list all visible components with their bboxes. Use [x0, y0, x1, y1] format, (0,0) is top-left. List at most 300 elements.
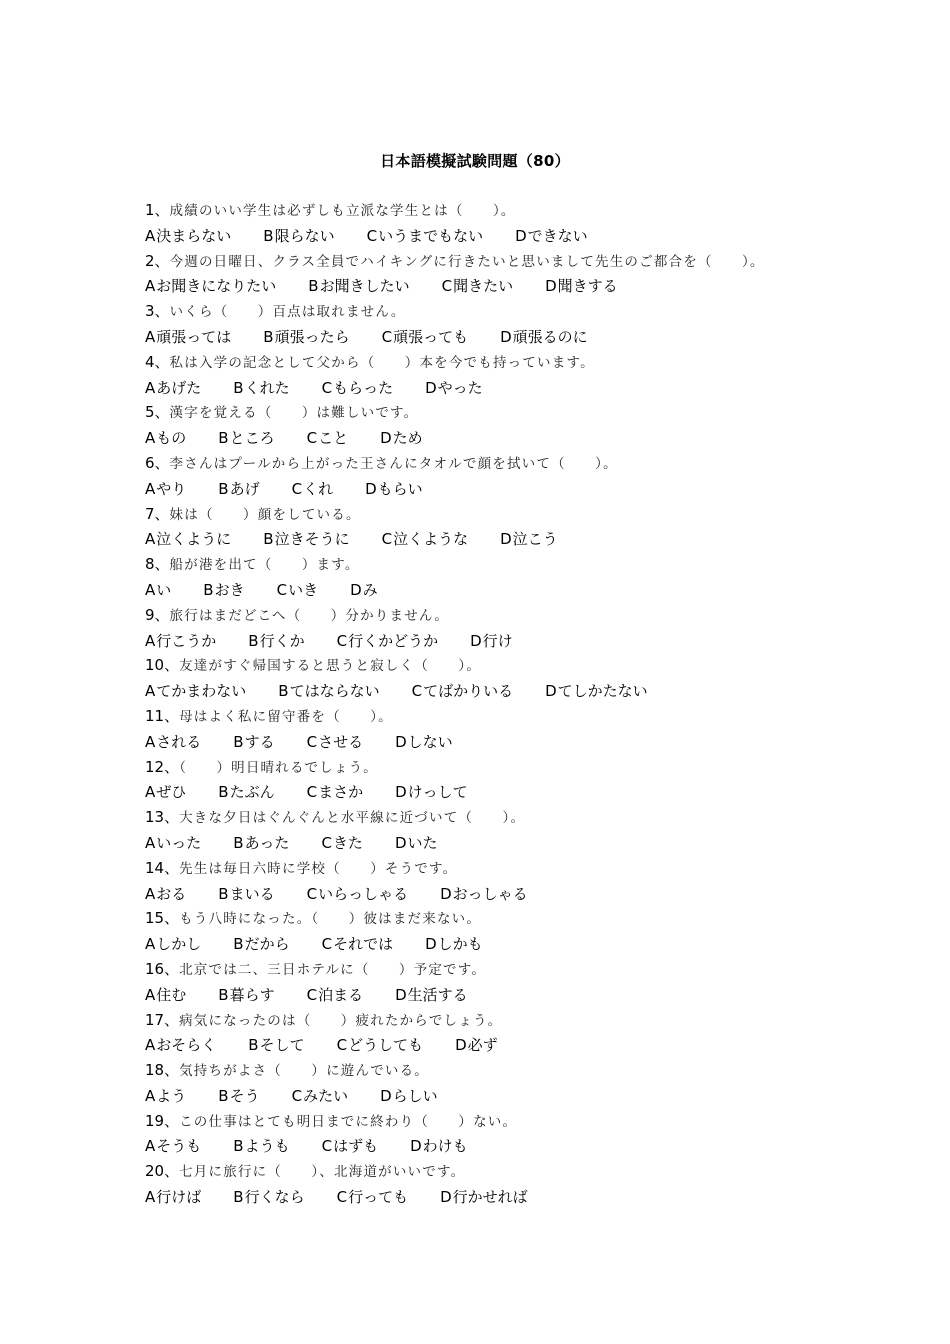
question-body: 私は入学の記念として父から（ ）本を今でも持っています。: [169, 354, 595, 371]
question-text: [145, 805, 825, 831]
question-number: 16、: [145, 959, 180, 978]
question-text: [145, 1058, 825, 1084]
answer-options: [145, 426, 825, 451]
answer-options: [145, 629, 825, 654]
option-letter: A: [145, 277, 156, 296]
answer-options: [145, 376, 825, 401]
option-letter: B: [218, 985, 229, 1004]
answer-option: [145, 629, 216, 654]
option-letter: C: [321, 378, 333, 397]
answer-option: [292, 1084, 349, 1109]
option-letter: D: [365, 479, 377, 498]
question-body: 李さんはプールから上がった王さんにタオルで顔を拭いて（ ）。: [169, 455, 618, 472]
answer-option: [263, 325, 349, 350]
answer-option: [145, 1185, 201, 1210]
option-text: 行くかどうか: [348, 631, 439, 650]
option-text: 頑張っても: [393, 327, 469, 346]
question-list: [145, 198, 825, 1210]
option-letter: B: [233, 732, 244, 751]
question-text: [145, 552, 825, 578]
option-text: てばかりいる: [423, 682, 514, 701]
option-text: 行っても: [348, 1188, 409, 1207]
answer-options: [145, 983, 825, 1008]
option-letter: B: [233, 378, 244, 397]
option-text: もらった: [333, 378, 394, 397]
answer-option: [442, 274, 514, 299]
option-text: まいる: [229, 884, 275, 903]
answer-option: [500, 325, 588, 350]
option-letter: B: [308, 277, 319, 296]
question-number: 2、: [145, 251, 170, 270]
option-text: 必ず: [467, 1036, 498, 1055]
answer-options: [145, 477, 825, 502]
answer-option: [395, 831, 438, 856]
question-body: いくら（ ）百点は取れません。: [169, 304, 406, 321]
option-text: てしかたない: [557, 682, 648, 701]
answer-option: [322, 1134, 379, 1159]
option-letter: D: [394, 833, 407, 852]
option-text: もらい: [377, 479, 423, 498]
option-text: される: [156, 732, 202, 751]
answer-option: [337, 1033, 424, 1058]
option-letter: A: [145, 1188, 156, 1207]
answer-option: [322, 932, 394, 957]
option-letter: A: [145, 530, 156, 549]
question-text: [145, 856, 825, 882]
option-letter: C: [321, 935, 333, 954]
question-number: 5、: [145, 403, 170, 422]
option-letter: B: [233, 1137, 244, 1156]
option-text: 泣くように: [156, 530, 232, 549]
option-letter: D: [395, 783, 407, 802]
option-text: らしい: [392, 1086, 438, 1105]
answer-option: [203, 578, 244, 603]
option-letter: C: [291, 1086, 303, 1105]
option-letter: C: [381, 327, 393, 346]
option-letter: A: [145, 682, 156, 701]
option-text: くれ: [303, 479, 334, 498]
option-letter: A: [145, 429, 156, 448]
question-number: 17、: [145, 1010, 180, 1029]
answer-option: [307, 780, 364, 805]
question-number: 3、: [145, 302, 170, 321]
option-text: 聞きたい: [453, 277, 514, 296]
option-letter: A: [145, 884, 156, 903]
answer-option: [307, 882, 409, 907]
question-text: [145, 957, 825, 983]
option-text: させる: [318, 732, 364, 751]
option-letter: C: [291, 479, 303, 498]
answer-option: [233, 932, 289, 957]
answer-option: [367, 224, 484, 249]
answer-option: [278, 679, 379, 704]
answer-option: [145, 578, 171, 603]
answer-option: [307, 983, 364, 1008]
option-text: ようも: [244, 1137, 290, 1156]
answer-option: [145, 527, 231, 552]
option-letter: A: [145, 783, 156, 802]
answer-option: [145, 224, 231, 249]
option-letter: D: [470, 631, 482, 650]
answer-options: [145, 730, 825, 755]
answer-option: [545, 679, 648, 704]
answer-option: [218, 882, 274, 907]
answer-option: [425, 376, 483, 401]
question-number: 9、: [145, 605, 170, 624]
option-text: しかし: [156, 935, 202, 954]
option-text: 行くか: [259, 631, 305, 650]
answer-options: [145, 1185, 825, 1210]
option-text: おそらく: [156, 1036, 217, 1055]
answer-option: [380, 1084, 438, 1109]
option-letter: D: [440, 884, 452, 903]
option-text: もの: [156, 429, 187, 448]
option-text: よう: [156, 1086, 187, 1105]
question-body: 気持ちがよさ（ ）に遊んでいる。: [179, 1063, 429, 1080]
answer-option: [515, 224, 588, 249]
answer-option: [145, 1134, 201, 1159]
question-body: （ ）明日晴れるでしょう。: [179, 759, 379, 776]
answer-option: [425, 932, 483, 957]
question-number: 4、: [145, 352, 170, 371]
option-text: だから: [244, 935, 290, 954]
answer-option: [440, 1185, 528, 1210]
option-letter: B: [218, 1086, 229, 1105]
question-text: [145, 400, 825, 426]
answer-option: [145, 325, 231, 350]
option-letter: C: [321, 833, 332, 852]
answer-option: [145, 274, 276, 299]
option-letter: A: [145, 226, 156, 245]
question-text: [145, 249, 825, 275]
option-letter: D: [515, 226, 527, 245]
answer-option: [410, 1134, 468, 1159]
option-text: こと: [318, 429, 349, 448]
option-letter: B: [218, 884, 229, 903]
answer-options: [145, 274, 825, 299]
question-number: 13、: [145, 808, 180, 827]
option-letter: B: [248, 1036, 259, 1055]
answer-option: [350, 578, 378, 603]
option-letter: D: [380, 429, 392, 448]
question-body: 病気になったのは（ ）疲れたからでしょう。: [179, 1012, 503, 1029]
page-title: 日本語模擬試験問題（80）: [380, 152, 570, 170]
question-body: 成績のいい学生は必ずしも立派な学生とは（ ）。: [169, 203, 516, 219]
answer-option: [218, 983, 274, 1008]
option-letter: C: [441, 277, 453, 296]
option-letter: A: [145, 1086, 156, 1105]
option-letter: B: [248, 631, 259, 650]
answer-option: [145, 780, 186, 805]
option-letter: B: [233, 935, 244, 954]
question-body: 今週の日曜日、クラス全員でハイキングに行きたいと思いまして先生のご都合を（ ）。: [169, 253, 765, 270]
option-text: お聞きになりたい: [156, 277, 277, 296]
question-number: 20、: [145, 1162, 180, 1181]
answer-option: [263, 224, 334, 249]
answer-options: [145, 780, 825, 805]
option-letter: A: [145, 580, 156, 599]
answer-option: [218, 426, 274, 451]
option-text: 暮らす: [229, 985, 275, 1004]
answer-option: [307, 730, 364, 755]
option-letter: A: [145, 631, 156, 650]
option-letter: A: [145, 479, 156, 498]
option-text: そうも: [156, 1137, 202, 1156]
option-text: 泊まる: [318, 985, 364, 1004]
option-letter: D: [455, 1036, 467, 1055]
answer-option: [395, 780, 468, 805]
option-letter: C: [321, 1137, 333, 1156]
answer-option: [145, 831, 201, 856]
answer-options: [145, 578, 825, 603]
option-text: 泣きそうに: [274, 530, 350, 549]
question-text: [145, 198, 825, 224]
answer-options: [145, 527, 825, 552]
answer-option: [145, 882, 186, 907]
answer-options: [145, 1134, 825, 1159]
option-text: 行け: [482, 631, 513, 650]
option-text: くれた: [244, 378, 290, 397]
option-text: 泣こう: [512, 530, 558, 549]
option-text: いき: [288, 580, 319, 599]
question-body: 友達がすぐ帰国すると思うと寂しく（ ）。: [179, 658, 482, 675]
option-letter: D: [545, 682, 557, 701]
answer-option: [380, 426, 423, 451]
answer-option: [233, 376, 289, 401]
answer-option: [145, 1033, 216, 1058]
option-letter: B: [263, 530, 274, 549]
question-body: もう八時になった。（ ）彼はまだ来ない。: [179, 911, 482, 928]
question-number: 7、: [145, 504, 170, 523]
answer-option: [145, 376, 201, 401]
question-text: [145, 350, 825, 376]
answer-option: [145, 679, 246, 704]
answer-option: [321, 831, 363, 856]
answer-options: [145, 932, 825, 957]
answer-option: [322, 376, 394, 401]
option-text: わけも: [422, 1137, 468, 1156]
answer-option: [233, 831, 289, 856]
option-text: そして: [259, 1036, 305, 1055]
option-text: けっして: [407, 783, 468, 802]
option-text: おっしゃる: [452, 884, 528, 903]
question-body: 母はよく私に留守番を（ ）。: [179, 708, 393, 725]
option-letter: D: [500, 530, 512, 549]
option-text: それでは: [333, 935, 394, 954]
question-body: 北京では二、三日ホテルに（ ）予定です。: [179, 961, 487, 978]
answer-option: [263, 527, 349, 552]
option-letter: D: [425, 378, 437, 397]
answer-option: [218, 780, 274, 805]
option-letter: D: [500, 327, 512, 346]
option-text: お聞きしたい: [319, 277, 410, 296]
answer-option: [382, 527, 469, 552]
option-text: まさか: [318, 783, 364, 802]
question-body: 旅行はまだどこへ（ ）分かりません。: [169, 607, 450, 624]
option-text: はずも: [333, 1137, 379, 1156]
option-text: あげた: [156, 378, 202, 397]
question-text: [145, 299, 825, 325]
answer-option: [233, 1134, 289, 1159]
option-letter: B: [233, 833, 244, 852]
question-text: [145, 1008, 825, 1034]
option-letter: A: [145, 1137, 156, 1156]
question-body: 妹は（ ）顔をしている。: [169, 506, 361, 523]
option-letter: C: [336, 1188, 348, 1207]
option-letter: A: [145, 935, 156, 954]
question-text: [145, 755, 825, 781]
option-text: 生活する: [407, 985, 468, 1004]
option-letter: C: [366, 226, 378, 245]
option-text: やった: [437, 378, 483, 397]
answer-options: [145, 1033, 825, 1058]
question-number: 14、: [145, 858, 180, 877]
answer-option: [145, 730, 201, 755]
option-text: 住む: [156, 985, 187, 1004]
answer-option: [395, 983, 468, 1008]
option-text: いうまでもない: [378, 226, 484, 245]
option-letter: A: [145, 732, 156, 751]
option-letter: B: [218, 429, 229, 448]
answer-options: [145, 882, 825, 907]
question-text: [145, 603, 825, 629]
option-text: ぜひ: [156, 783, 187, 802]
answer-option: [145, 983, 186, 1008]
option-letter: C: [306, 429, 318, 448]
option-letter: C: [336, 631, 348, 650]
option-text: しない: [407, 732, 453, 751]
option-letter: B: [278, 682, 289, 701]
option-letter: A: [145, 1036, 156, 1055]
option-letter: D: [425, 935, 437, 954]
option-text: おき: [214, 580, 245, 599]
question-number: 12、: [145, 757, 180, 776]
option-text: きた: [332, 833, 363, 852]
option-text: おる: [156, 884, 187, 903]
option-letter: A: [145, 378, 156, 397]
answer-options: [145, 831, 825, 856]
option-text: たぶん: [229, 783, 275, 802]
question-text: [145, 906, 825, 932]
option-text: 頑張っては: [156, 327, 232, 346]
answer-option: [145, 477, 186, 502]
option-letter: B: [218, 479, 229, 498]
option-letter: A: [145, 985, 156, 1004]
answer-option: [455, 1033, 498, 1058]
option-text: そう: [229, 1086, 260, 1105]
option-letter: C: [306, 985, 318, 1004]
answer-option: [218, 1084, 259, 1109]
option-letter: D: [350, 580, 362, 599]
option-letter: D: [545, 277, 557, 296]
answer-option: [412, 679, 514, 704]
answer-option: [470, 629, 513, 654]
option-text: 行くなら: [244, 1188, 305, 1207]
question-number: 8、: [145, 555, 170, 574]
option-letter: B: [233, 1188, 244, 1207]
option-letter: A: [145, 327, 156, 346]
answer-option: [218, 477, 259, 502]
option-text: みたい: [303, 1086, 349, 1105]
option-text: 聞きする: [557, 277, 618, 296]
question-body: 七月に旅行に（ ）、北海道がいいです。: [179, 1164, 466, 1181]
option-letter: D: [395, 732, 407, 751]
question-number: 10、: [145, 656, 180, 675]
option-text: いった: [156, 833, 202, 852]
answer-option: [545, 274, 618, 299]
question-number: 15、: [145, 909, 180, 928]
answer-option: [145, 932, 201, 957]
question-body: この仕事はとても明日までに終わり（ ）ない。: [179, 1113, 518, 1130]
option-letter: D: [410, 1137, 422, 1156]
option-text: 行こうか: [156, 631, 217, 650]
answer-option: [395, 730, 453, 755]
question-number: 18、: [145, 1061, 180, 1080]
answer-option: [500, 527, 558, 552]
option-letter: C: [306, 783, 318, 802]
answer-option: [308, 274, 409, 299]
option-text: やり: [156, 479, 187, 498]
option-text: 頑張ったら: [274, 327, 350, 346]
option-text: 限らない: [274, 226, 335, 245]
question-text: [145, 451, 825, 477]
option-text: あった: [244, 833, 290, 852]
option-letter: D: [440, 1188, 452, 1207]
answer-option: [277, 578, 319, 603]
option-letter: C: [306, 732, 318, 751]
answer-option: [382, 325, 469, 350]
option-letter: C: [276, 580, 288, 599]
question-text: [145, 1159, 825, 1185]
question-body: 船が港を出て（ ）ます。: [169, 557, 360, 574]
option-text: どうしても: [348, 1036, 424, 1055]
question-number: 19、: [145, 1111, 180, 1130]
option-text: 行かせれば: [452, 1188, 528, 1207]
question-body: 大きな夕日はぐんぐんと水平線に近づいて（ ）。: [179, 810, 526, 827]
answer-options: [145, 325, 825, 350]
question-number: 6、: [145, 453, 170, 472]
question-body: 先生は毎日六時に学校（ ）そうです。: [179, 860, 458, 877]
question-text: [145, 502, 825, 528]
answer-option: [292, 477, 334, 502]
option-letter: C: [411, 682, 423, 701]
answer-options: [145, 679, 825, 704]
option-text: てかまわない: [156, 682, 247, 701]
question-text: [145, 704, 825, 730]
answer-option: [145, 1084, 186, 1109]
option-text: み: [362, 580, 378, 599]
answer-option: [233, 730, 274, 755]
answer-options: [145, 1084, 825, 1109]
option-text: できない: [527, 226, 588, 245]
option-letter: C: [336, 1036, 348, 1055]
question-text: [145, 653, 825, 679]
option-letter: C: [381, 530, 393, 549]
option-text: 決まらない: [156, 226, 232, 245]
question-number: 11、: [145, 706, 180, 725]
option-letter: D: [380, 1086, 392, 1105]
option-text: いらっしゃる: [318, 884, 409, 903]
option-letter: C: [306, 884, 318, 903]
option-text: 行けば: [156, 1188, 202, 1207]
answer-options: [145, 224, 825, 249]
option-text: ため: [392, 429, 423, 448]
question-number: 1、: [145, 201, 170, 219]
option-text: あげ: [229, 479, 260, 498]
answer-option: [248, 1033, 304, 1058]
question-body: 漢字を覚える（ ）は難しいです。: [169, 405, 419, 422]
option-letter: B: [203, 580, 214, 599]
